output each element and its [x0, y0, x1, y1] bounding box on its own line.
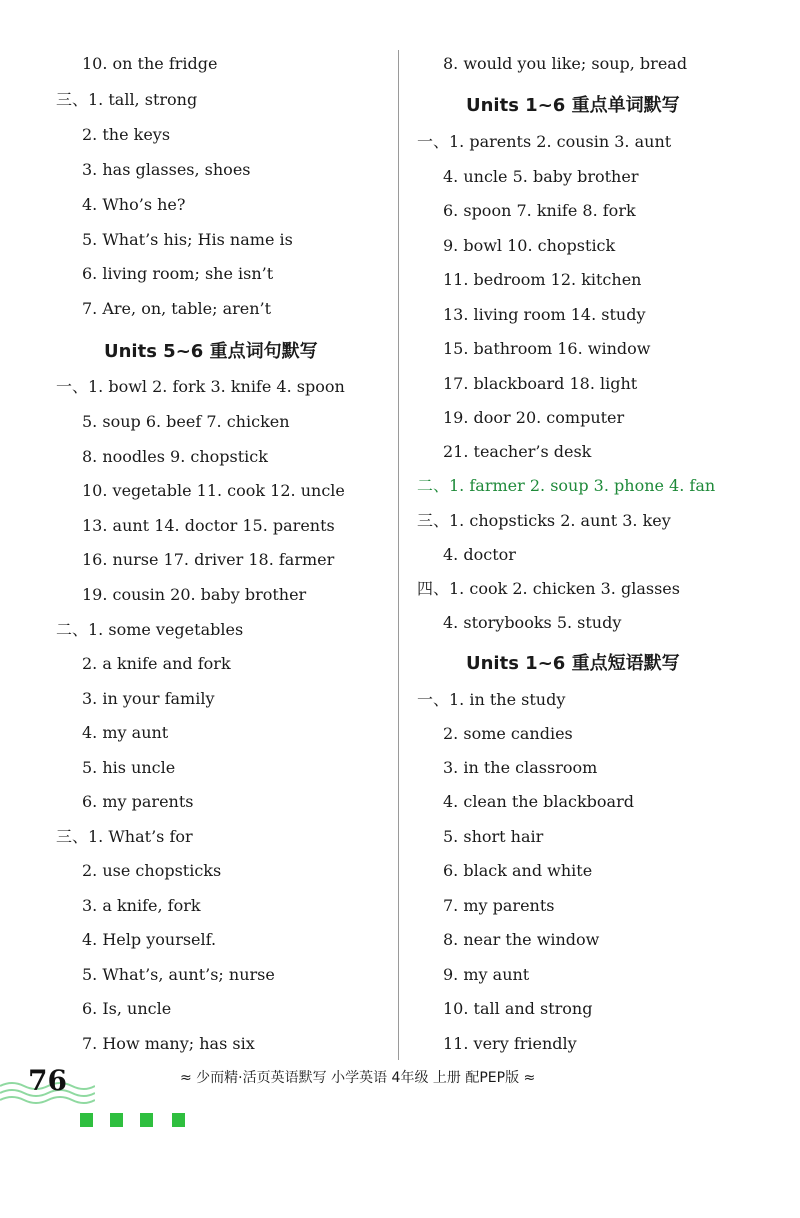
answer-line: 5. soup 6. beef 7. chicken: [82, 412, 290, 431]
section-heading: Units 5~6 重点词句默写: [104, 341, 318, 362]
answer-line: 9. bowl 10. chopstick: [443, 236, 616, 255]
answer-line: 四、1. cook 2. chicken 3. glasses: [417, 579, 680, 598]
answer-line: 一、1. parents 2. cousin 3. aunt: [417, 132, 672, 151]
answer-line: 17. blackboard 18. light: [443, 374, 638, 393]
answer-line: 13. living room 14. study: [443, 305, 646, 324]
answer-line: 二、1. some vegetables: [56, 620, 244, 639]
answer-line: 三、1. tall, strong: [56, 90, 198, 109]
answer-line: 2. the keys: [82, 125, 171, 144]
answer-line: 6. spoon 7. knife 8. fork: [443, 201, 636, 220]
answer-line: 三、1. chopsticks 2. aunt 3. key: [417, 511, 671, 530]
answer-line: 5. What’s, aunt’s; nurse: [82, 965, 275, 984]
answer-line: 7. my parents: [443, 896, 555, 915]
answer-line: 8. noodles 9. chopstick: [82, 447, 268, 466]
answer-line: 5. short hair: [443, 827, 544, 846]
answer-line: 一、1. in the study: [417, 690, 566, 709]
answer-line: 二、1. farmer 2. soup 3. phone 4. fan: [417, 476, 716, 495]
answer-line: 4. my aunt: [82, 723, 169, 742]
answer-line: 6. black and white: [443, 861, 593, 880]
page-number: 76: [28, 1064, 67, 1097]
green-square-icon: [80, 1113, 93, 1127]
answer-line: 11. bedroom 12. kitchen: [443, 270, 642, 289]
answer-line: 8. near the window: [443, 930, 600, 949]
answer-line: 3. in your family: [82, 689, 215, 708]
answer-line: 5. What’s his; His name is: [82, 230, 293, 249]
green-square-icon: [172, 1113, 185, 1127]
column-divider: [398, 50, 399, 1060]
answer-line: 一、1. bowl 2. fork 3. knife 4. spoon: [56, 377, 345, 396]
answer-line: 4. storybooks 5. study: [443, 613, 622, 632]
answer-line: 9. my aunt: [443, 965, 530, 984]
answer-line: 3. a knife, fork: [82, 896, 201, 915]
answer-line: 4. Who’s he?: [82, 195, 186, 214]
answer-line: 3. in the classroom: [443, 758, 598, 777]
answer-line: 6. my parents: [82, 792, 194, 811]
answer-line: 8. would you like; soup, bread: [443, 54, 688, 73]
answer-line: 7. Are, on, table; aren’t: [82, 299, 272, 318]
answer-line: 13. aunt 14. doctor 15. parents: [82, 516, 335, 535]
answer-line: 19. cousin 20. baby brother: [82, 585, 307, 604]
answer-line: 4. uncle 5. baby brother: [443, 167, 639, 186]
answer-line: 4. doctor: [443, 545, 516, 564]
answer-line: 10. vegetable 11. cook 12. uncle: [82, 481, 345, 500]
section-heading: Units 1~6 重点单词默写: [466, 95, 680, 116]
answer-line: 7. How many; has six: [82, 1034, 255, 1053]
answer-line: 5. his uncle: [82, 758, 176, 777]
answer-line: 16. nurse 17. driver 18. farmer: [82, 550, 335, 569]
answer-line: 10. on the fridge: [82, 54, 218, 73]
answer-line: 19. door 20. computer: [443, 408, 625, 427]
answer-line: 21. teacher’s desk: [443, 442, 592, 461]
answer-line: 4. clean the blackboard: [443, 792, 634, 811]
answer-line: 三、1. What’s for: [56, 827, 193, 846]
answer-line: 6. living room; she isn’t: [82, 264, 274, 283]
green-square-icon: [110, 1113, 123, 1127]
green-square-icon: [140, 1113, 153, 1127]
answer-line: 10. tall and strong: [443, 999, 593, 1018]
answer-line: 2. some candies: [443, 724, 573, 743]
answer-line: 2. a knife and fork: [82, 654, 231, 673]
section-heading: Units 1~6 重点短语默写: [466, 653, 680, 674]
answer-line: 6. Is, uncle: [82, 999, 172, 1018]
answer-line: 2. use chopsticks: [82, 861, 222, 880]
answer-line: 11. very friendly: [443, 1034, 577, 1053]
answer-line: 4. Help yourself.: [82, 930, 217, 949]
footer-caption: ≈ 少而精·活页英语默写 小学英语 4年级 上册 配PEP版 ≈: [180, 1070, 536, 1086]
answer-line: 15. bathroom 16. window: [443, 339, 651, 358]
answer-line: 3. has glasses, shoes: [82, 160, 251, 179]
